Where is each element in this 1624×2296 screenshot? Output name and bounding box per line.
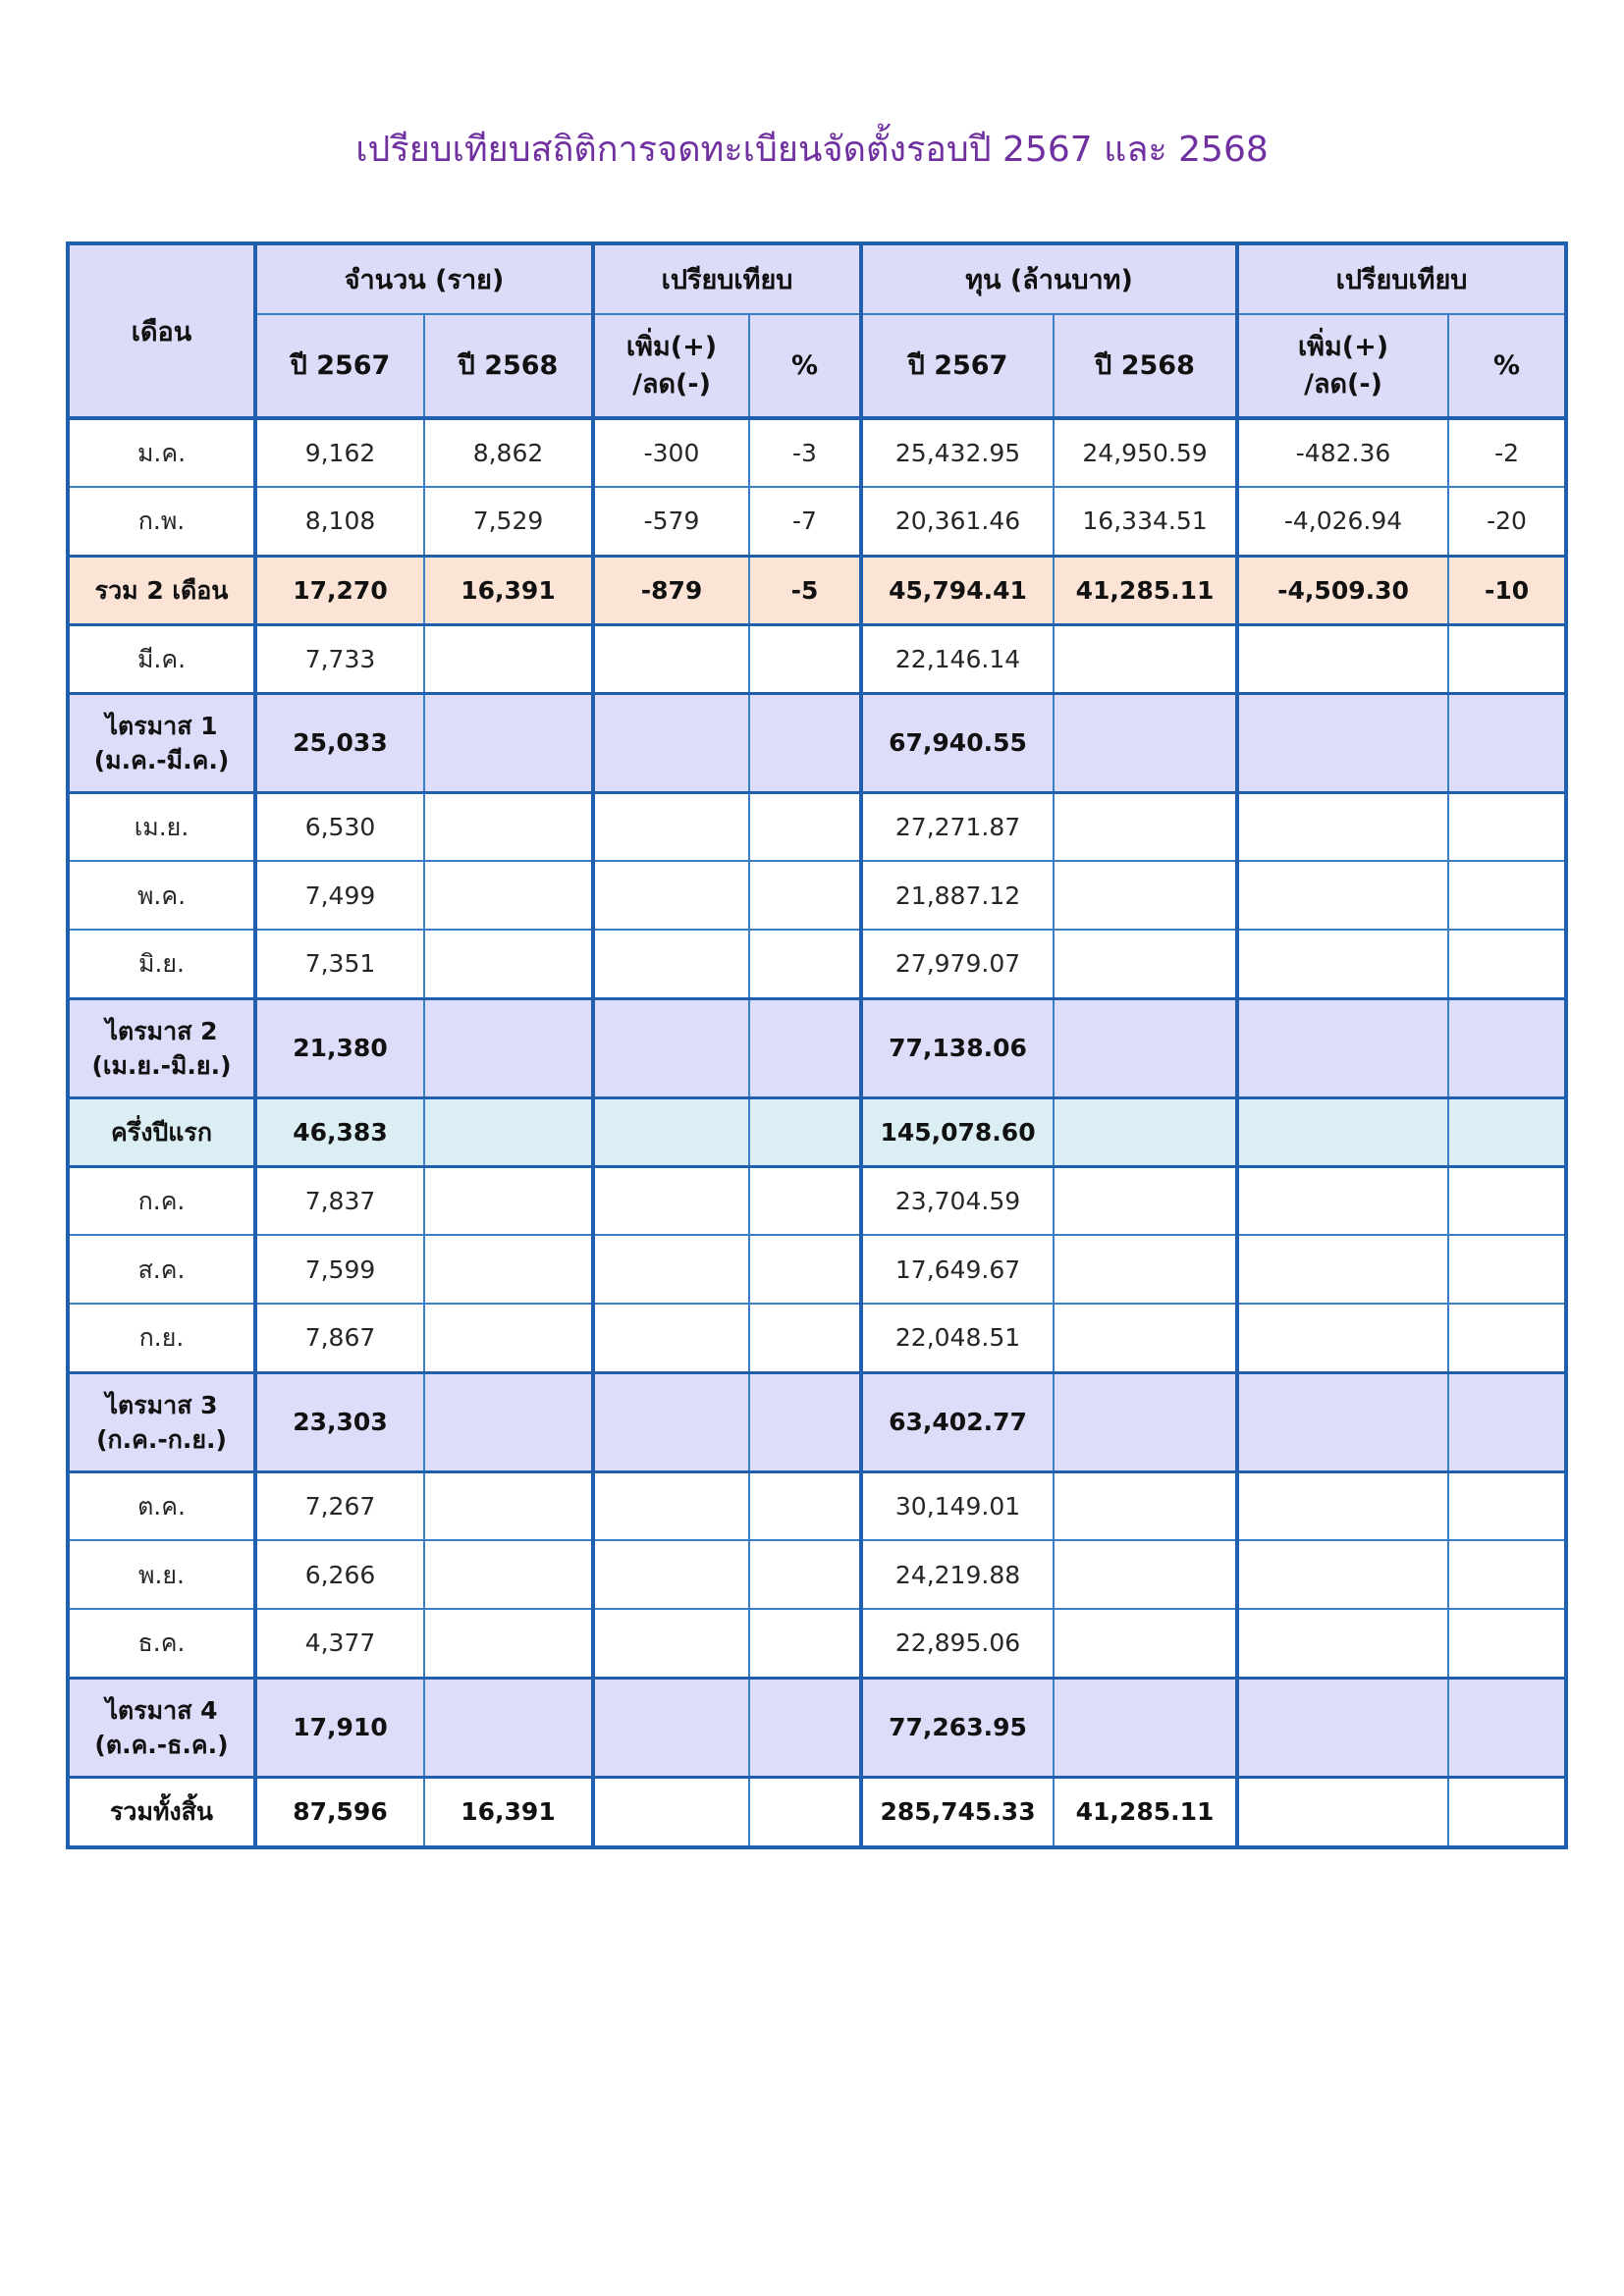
cell-capital-change: [1237, 792, 1448, 861]
row-label-text: รวม 2 เดือน: [94, 575, 229, 605]
row-label-text: ไตรมาส 4: [105, 1695, 218, 1725]
cell-capital-2568: [1054, 1304, 1237, 1372]
cell-count-2567: 9,162: [255, 418, 424, 487]
table-row: [68, 487, 1566, 556]
cell-count-2567: 23,303: [255, 1372, 424, 1471]
cell-capital-2567: 22,048.51: [861, 1304, 1054, 1372]
cell-count-change: [593, 1235, 749, 1304]
cell-capital-percent: [1448, 1304, 1566, 1372]
cell-count-change: [593, 792, 749, 861]
row-label-text: รวมทั้งสิ้น: [110, 1797, 213, 1827]
cell-count-2568: [424, 1540, 593, 1609]
cell-capital-change: [1237, 624, 1448, 693]
cell-capital-percent: [1448, 1609, 1566, 1678]
cell-count-percent: [749, 1304, 861, 1372]
cell-count-percent: -5: [749, 556, 861, 624]
table-row: [68, 624, 1566, 693]
cell-capital-2567: 30,149.01: [861, 1471, 1054, 1540]
row-label: [68, 998, 255, 1097]
subheader-text: /ลด(-): [632, 368, 711, 400]
row-label: [68, 1678, 255, 1777]
table-row: [68, 1097, 1566, 1166]
cell-capital-2567: 27,979.07: [861, 930, 1054, 998]
cell-count-change: [593, 624, 749, 693]
cell-capital-change: -4,026.94: [1237, 487, 1448, 556]
cell-count-2567: 87,596: [255, 1777, 424, 1847]
cell-capital-2567: 20,361.46: [861, 487, 1054, 556]
cell-capital-2568: [1054, 1609, 1237, 1678]
table-row: [68, 1678, 1566, 1777]
cell-capital-percent: [1448, 1235, 1566, 1304]
row-label-text: ไตรมาส 3: [105, 1390, 218, 1419]
subheader-text: %: [1493, 349, 1521, 381]
cell-capital-change: [1237, 1471, 1448, 1540]
cell-count-2567: 7,499: [255, 861, 424, 930]
row-label: [68, 1235, 255, 1304]
cell-capital-2567: 25,432.95: [861, 418, 1054, 487]
cell-capital-percent: [1448, 624, 1566, 693]
cell-capital-2568: 24,950.59: [1054, 418, 1237, 487]
cell-capital-percent: [1448, 1471, 1566, 1540]
header-month: เดือน: [68, 243, 255, 418]
cell-count-2567: 7,351: [255, 930, 424, 998]
cell-count-2568: [424, 792, 593, 861]
cell-count-2568: [424, 1372, 593, 1471]
cell-count-change: [593, 930, 749, 998]
subheader-count-percent: [749, 314, 861, 418]
cell-count-2567: 17,270: [255, 556, 424, 624]
cell-capital-change: [1237, 1540, 1448, 1609]
subheader-text: /ลด(-): [1304, 368, 1382, 400]
table-body: [68, 418, 1566, 1847]
cell-count-2568: 7,529: [424, 487, 593, 556]
table-row: [68, 930, 1566, 998]
cell-capital-2567: 145,078.60: [861, 1097, 1054, 1166]
row-label: [68, 1372, 255, 1471]
cell-count-2567: 21,380: [255, 998, 424, 1097]
cell-count-percent: [749, 998, 861, 1097]
cell-capital-2567: 23,704.59: [861, 1166, 1054, 1235]
cell-capital-2568: [1054, 624, 1237, 693]
cell-count-change: [593, 1471, 749, 1540]
header-row-sub: [68, 314, 1566, 418]
subheader-capital-2567: [861, 314, 1054, 418]
cell-count-change: [593, 1540, 749, 1609]
cell-capital-change: [1237, 1372, 1448, 1471]
cell-count-percent: [749, 693, 861, 792]
cell-capital-change: [1237, 861, 1448, 930]
subheader-capital-change: [1237, 314, 1448, 418]
row-label-text: พ.ย.: [137, 1560, 186, 1589]
header-count-group: จำนวน (ราย): [255, 243, 593, 314]
row-label-period: (เม.ย.-มิ.ย.): [91, 1050, 232, 1080]
cell-count-change: [593, 1304, 749, 1372]
cell-capital-2567: 77,263.95: [861, 1678, 1054, 1777]
table-row: [68, 998, 1566, 1097]
cell-count-2568: [424, 1471, 593, 1540]
row-label-period: (ม.ค.-มี.ค.): [93, 745, 230, 774]
cell-capital-change: [1237, 1609, 1448, 1678]
cell-count-2567: 7,837: [255, 1166, 424, 1235]
cell-capital-2568: [1054, 1372, 1237, 1471]
cell-capital-2568: [1054, 792, 1237, 861]
cell-capital-2567: 24,219.88: [861, 1540, 1054, 1609]
table-row: [68, 556, 1566, 624]
cell-count-percent: [749, 861, 861, 930]
cell-count-percent: -3: [749, 418, 861, 487]
cell-capital-2567: 22,895.06: [861, 1609, 1054, 1678]
cell-count-2567: 7,599: [255, 1235, 424, 1304]
table-row: [68, 1372, 1566, 1471]
cell-capital-percent: [1448, 1097, 1566, 1166]
cell-capital-percent: [1448, 1777, 1566, 1847]
cell-count-2567: 7,867: [255, 1304, 424, 1372]
cell-capital-change: [1237, 1166, 1448, 1235]
cell-capital-2568: [1054, 1540, 1237, 1609]
cell-capital-percent: -20: [1448, 487, 1566, 556]
cell-count-change: [593, 1372, 749, 1471]
table-row: [68, 1166, 1566, 1235]
cell-capital-percent: [1448, 861, 1566, 930]
cell-capital-change: [1237, 1235, 1448, 1304]
table-row: [68, 418, 1566, 487]
cell-count-percent: [749, 1540, 861, 1609]
cell-capital-2568: [1054, 1166, 1237, 1235]
cell-capital-change: -4,509.30: [1237, 556, 1448, 624]
row-label: [68, 1471, 255, 1540]
header-capital-compare-group: เปรียบเทียบ: [1237, 243, 1566, 314]
cell-count-change: -300: [593, 418, 749, 487]
cell-count-change: [593, 998, 749, 1097]
row-label: [68, 624, 255, 693]
cell-count-2567: 7,267: [255, 1471, 424, 1540]
row-label-text: ก.พ.: [137, 507, 186, 536]
cell-count-change: [593, 861, 749, 930]
table-row: [68, 792, 1566, 861]
cell-count-percent: [749, 792, 861, 861]
subheader-count-change: [593, 314, 749, 418]
row-label-text: ไตรมาส 1: [105, 711, 218, 740]
cell-count-2567: 6,266: [255, 1540, 424, 1609]
table-row: [68, 861, 1566, 930]
row-label-text: พ.ค.: [136, 881, 187, 910]
cell-count-change: [593, 1777, 749, 1847]
row-label-text: มี.ค.: [136, 644, 187, 673]
cell-count-percent: [749, 1235, 861, 1304]
subheader-text: %: [790, 349, 819, 381]
subheader-text: ปี 2567: [290, 349, 391, 381]
row-label: [68, 792, 255, 861]
cell-count-percent: [749, 624, 861, 693]
table-row: [68, 1235, 1566, 1304]
cell-capital-percent: [1448, 1540, 1566, 1609]
cell-count-change: -879: [593, 556, 749, 624]
cell-count-2568: 16,391: [424, 556, 593, 624]
row-label-text: มิ.ย.: [137, 949, 186, 979]
row-label: [68, 1166, 255, 1235]
cell-count-2568: [424, 1097, 593, 1166]
row-label-text: เม.ย.: [134, 812, 189, 841]
cell-capital-2567: 22,146.14: [861, 624, 1054, 693]
cell-count-2568: 16,391: [424, 1777, 593, 1847]
row-label-text: ส.ค.: [137, 1255, 186, 1284]
cell-capital-change: [1237, 930, 1448, 998]
subheader-text: ปี 2568: [1095, 349, 1195, 381]
subheader-text: ปี 2568: [458, 349, 559, 381]
row-label: [68, 1777, 255, 1847]
table-row: [68, 1540, 1566, 1609]
row-label: [68, 861, 255, 930]
cell-count-2568: [424, 693, 593, 792]
cell-capital-percent: [1448, 998, 1566, 1097]
cell-capital-percent: [1448, 930, 1566, 998]
cell-capital-2567: 285,745.33: [861, 1777, 1054, 1847]
cell-count-2567: 8,108: [255, 487, 424, 556]
cell-count-2567: 6,530: [255, 792, 424, 861]
row-label-text: ม.ค.: [136, 439, 187, 467]
row-label-text: ธ.ค.: [137, 1629, 186, 1658]
row-label-text: ต.ค.: [137, 1491, 186, 1521]
cell-count-2568: [424, 1304, 593, 1372]
table-row: [68, 1471, 1566, 1540]
row-label: [68, 930, 255, 998]
row-label: [68, 693, 255, 792]
cell-count-2568: [424, 1609, 593, 1678]
cell-capital-2568: [1054, 693, 1237, 792]
cell-count-2567: 17,910: [255, 1678, 424, 1777]
cell-count-change: [593, 1678, 749, 1777]
cell-capital-2568: [1054, 1471, 1237, 1540]
row-label: [68, 487, 255, 556]
cell-capital-percent: [1448, 693, 1566, 792]
cell-count-2568: [424, 1678, 593, 1777]
cell-capital-percent: [1448, 1166, 1566, 1235]
subheader-capital-2568: [1054, 314, 1237, 418]
page-title: เปรียบเทียบสถิติการจดทะเบียนจัดตั้งรอบปี 2567 และ 2568: [355, 130, 1269, 170]
row-label: [68, 556, 255, 624]
cell-count-percent: [749, 1678, 861, 1777]
cell-capital-change: [1237, 1678, 1448, 1777]
cell-count-2568: [424, 861, 593, 930]
cell-capital-change: [1237, 1097, 1448, 1166]
cell-count-percent: [749, 1166, 861, 1235]
cell-count-2568: 8,862: [424, 418, 593, 487]
cell-count-percent: [749, 1777, 861, 1847]
cell-capital-2567: 21,887.12: [861, 861, 1054, 930]
cell-count-change: [593, 693, 749, 792]
row-label-period: (ก.ค.-ก.ย.): [96, 1424, 227, 1454]
cell-count-2567: 25,033: [255, 693, 424, 792]
cell-capital-2568: [1054, 861, 1237, 930]
cell-capital-2567: 63,402.77: [861, 1372, 1054, 1471]
subheader-count-2568: [424, 314, 593, 418]
row-label-text: ไตรมาส 2: [105, 1016, 218, 1045]
cell-capital-percent: [1448, 1678, 1566, 1777]
cell-capital-percent: -10: [1448, 556, 1566, 624]
cell-capital-2567: 17,649.67: [861, 1235, 1054, 1304]
row-label: [68, 1540, 255, 1609]
cell-capital-change: [1237, 1777, 1448, 1847]
cell-count-change: [593, 1166, 749, 1235]
cell-capital-2567: 67,940.55: [861, 693, 1054, 792]
subheader-text: เพิ่ม(+): [625, 331, 718, 362]
cell-capital-percent: [1448, 1372, 1566, 1471]
cell-capital-2568: 41,285.11: [1054, 556, 1237, 624]
cell-capital-change: [1237, 998, 1448, 1097]
cell-capital-2567: 77,138.06: [861, 998, 1054, 1097]
cell-capital-2568: [1054, 930, 1237, 998]
row-label-text: ครึ่งปีแรก: [111, 1117, 212, 1147]
header-count-compare-group: เปรียบเทียบ: [593, 243, 861, 314]
row-label: [68, 1097, 255, 1166]
cell-capital-2568: 16,334.51: [1054, 487, 1237, 556]
subheader-text: เพิ่ม(+): [1297, 331, 1389, 362]
table-header: [68, 243, 1566, 418]
cell-capital-2567: 45,794.41: [861, 556, 1054, 624]
table-row: [68, 1609, 1566, 1678]
cell-capital-2568: [1054, 998, 1237, 1097]
table-row: [68, 1777, 1566, 1847]
cell-capital-change: -482.36: [1237, 418, 1448, 487]
cell-capital-percent: [1448, 792, 1566, 861]
row-label: [68, 418, 255, 487]
cell-count-change: [593, 1097, 749, 1166]
cell-count-2568: [424, 998, 593, 1097]
subheader-count-2567: [255, 314, 424, 418]
cell-count-2568: [424, 1166, 593, 1235]
cell-count-2568: [424, 930, 593, 998]
subheader-capital-percent: [1448, 314, 1566, 418]
header-capital-group: ทุน (ล้านบาท): [861, 243, 1237, 314]
row-label-text: ก.ค.: [137, 1186, 186, 1215]
cell-count-percent: [749, 1372, 861, 1471]
cell-capital-change: [1237, 693, 1448, 792]
cell-count-change: [593, 1609, 749, 1678]
cell-count-percent: [749, 1097, 861, 1166]
cell-count-2568: [424, 1235, 593, 1304]
row-label-period: (ต.ค.-ธ.ค.): [94, 1730, 229, 1759]
row-label-text: ก.ย.: [138, 1323, 185, 1353]
cell-capital-change: [1237, 1304, 1448, 1372]
cell-count-2567: 7,733: [255, 624, 424, 693]
cell-capital-2568: [1054, 1678, 1237, 1777]
row-label: [68, 1304, 255, 1372]
header-row-groups: [68, 243, 1566, 314]
cell-count-2568: [424, 624, 593, 693]
cell-count-change: -579: [593, 487, 749, 556]
cell-count-percent: [749, 930, 861, 998]
cell-capital-2567: 27,271.87: [861, 792, 1054, 861]
cell-count-percent: [749, 1471, 861, 1540]
cell-capital-percent: -2: [1448, 418, 1566, 487]
cell-count-2567: 4,377: [255, 1609, 424, 1678]
stats-table: [66, 241, 1568, 1849]
cell-capital-2568: 41,285.11: [1054, 1777, 1237, 1847]
cell-count-2567: 46,383: [255, 1097, 424, 1166]
table-row: [68, 1304, 1566, 1372]
table-row: [68, 693, 1566, 792]
cell-capital-2568: [1054, 1235, 1237, 1304]
cell-capital-2568: [1054, 1097, 1237, 1166]
subheader-text: ปี 2567: [907, 349, 1008, 381]
cell-count-percent: -7: [749, 487, 861, 556]
cell-count-percent: [749, 1609, 861, 1678]
row-label: [68, 1609, 255, 1678]
